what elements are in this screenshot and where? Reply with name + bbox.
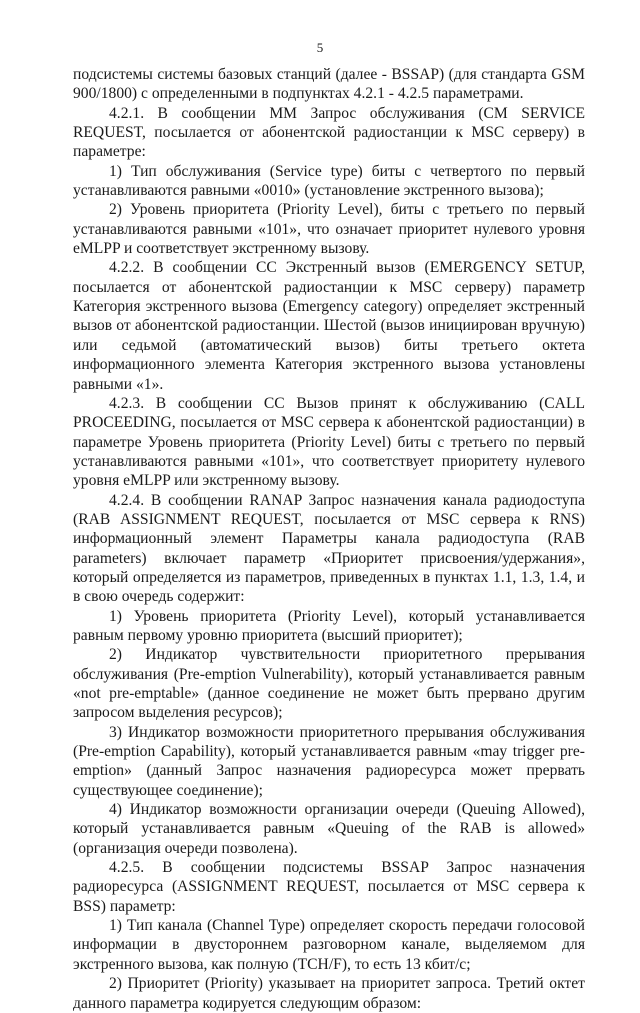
paragraph-4-2-3: 4.2.3. В сообщении СС Вызов принят к обслуживанию (CALL PROCEEDING, посылается от MSC сервера к абонентской радиостанции) в параметре Уровень приоритета (Priority Level) биты с третьего по первый устанавливаются равными «101», что соответствует приоритету нулевого уровня eMLPP или экстренному вызову. [73, 394, 585, 490]
paragraph-4-2-1: 4.2.1. В сообщении ММ Запрос обслуживания (CM SERVICE REQUEST, посылается от абонентской радиостанции к MSC серверу) в параметре: [73, 104, 585, 161]
paragraph-4-2-5: 4.2.5. В сообщении подсистемы BSSAP Запрос назначения радиоресурса (ASSIGNMENT REQUEST, посылается от MSC сервера к BSS) параметр: [73, 859, 585, 915]
list-item: 1) Тип обслуживания (Service type) биты с четвертого по первый устанавливаются равными «0010» (установление экстренного вызова); [73, 162, 585, 200]
page-number: 5 [316, 40, 324, 55]
list-item: 3) Индикатор возможности приоритетного прерывания обслуживания (Pre-emption Capability), который устанавливается равным «may trigger pre-emption» (данный Запрос назначения радиоресурса может прервать существующее соединение); [73, 723, 585, 799]
list-item: 1) Тип канала (Channel Type) определяет скорость передачи голосовой информации в двустороннем разговорном канале, выделяемом для экстренного вызова, как полную (TCH/F), то есть 13 кбит/с; [73, 917, 585, 973]
paragraph: подсистемы системы базовых станций (далее - BSSAP) (для стандарта GSM 900/1800) с определенными в подпунктах 4.2.1 - 4.2.5 параметрами. [73, 66, 585, 103]
paragraph-4-2-2: 4.2.2. В сообщении СС Экстренный вызов (EMERGENCY SETUP, посылается от абонентской радиостанции к MSC серверу) параметр Категория экстренного вызова (Emergency category) определяет экстренный вызов от абонентской радиостанции. Шестой (вызов инициирован вручную) или седьмой (автоматический вызов) биты третьего октета информационного элемента Категория экстренного вызова установлены равными «1». [73, 259, 585, 393]
list-item: 2) Индикатор чувствительности приоритетного прерывания обслуживания (Pre-emption Vulnerability), который устанавливается равным «not pre-emptable» (данное соединение не может быть прервано другим запросом выделения ресурсов); [73, 646, 585, 722]
document-body [73, 65, 585, 1013]
paragraph-4-2-4: 4.2.4. В сообщении RANAP Запрос назначения канала радиодоступа (RAB ASSIGNMENT REQUEST, посылается от MSC сервера к RNS) информационный элемент Параметры канала радиодоступа (RAB parameters) включает параметр «Приоритет присвоения/удержания», который определяется из параметров, приведенных в пунктах 1.1, 1.3, 1.4, и в свою очередь содержит: [73, 491, 585, 606]
list-item: 2) Приоритет (Priority) указывает на приоритет запроса. Третий октет данного параметра кодируется следующим образом: [73, 975, 585, 1012]
list-item: 4) Индикатор возможности организации очереди (Queuing Allowed), который устанавливается равным «Queuing of the RAB is allowed» (организация очереди позволена). [73, 801, 585, 857]
list-item: 2) Уровень приоритета (Priority Level), биты с третьего по первый устанавливаются равными «101», что означает приоритет нулевого уровня eMLPP и соответствует экстренному вызову. [73, 201, 585, 258]
list-item: 1) Уровень приоритета (Priority Level), который устанавливается равным первому уровню приоритета (высший приоритет); [73, 607, 585, 644]
